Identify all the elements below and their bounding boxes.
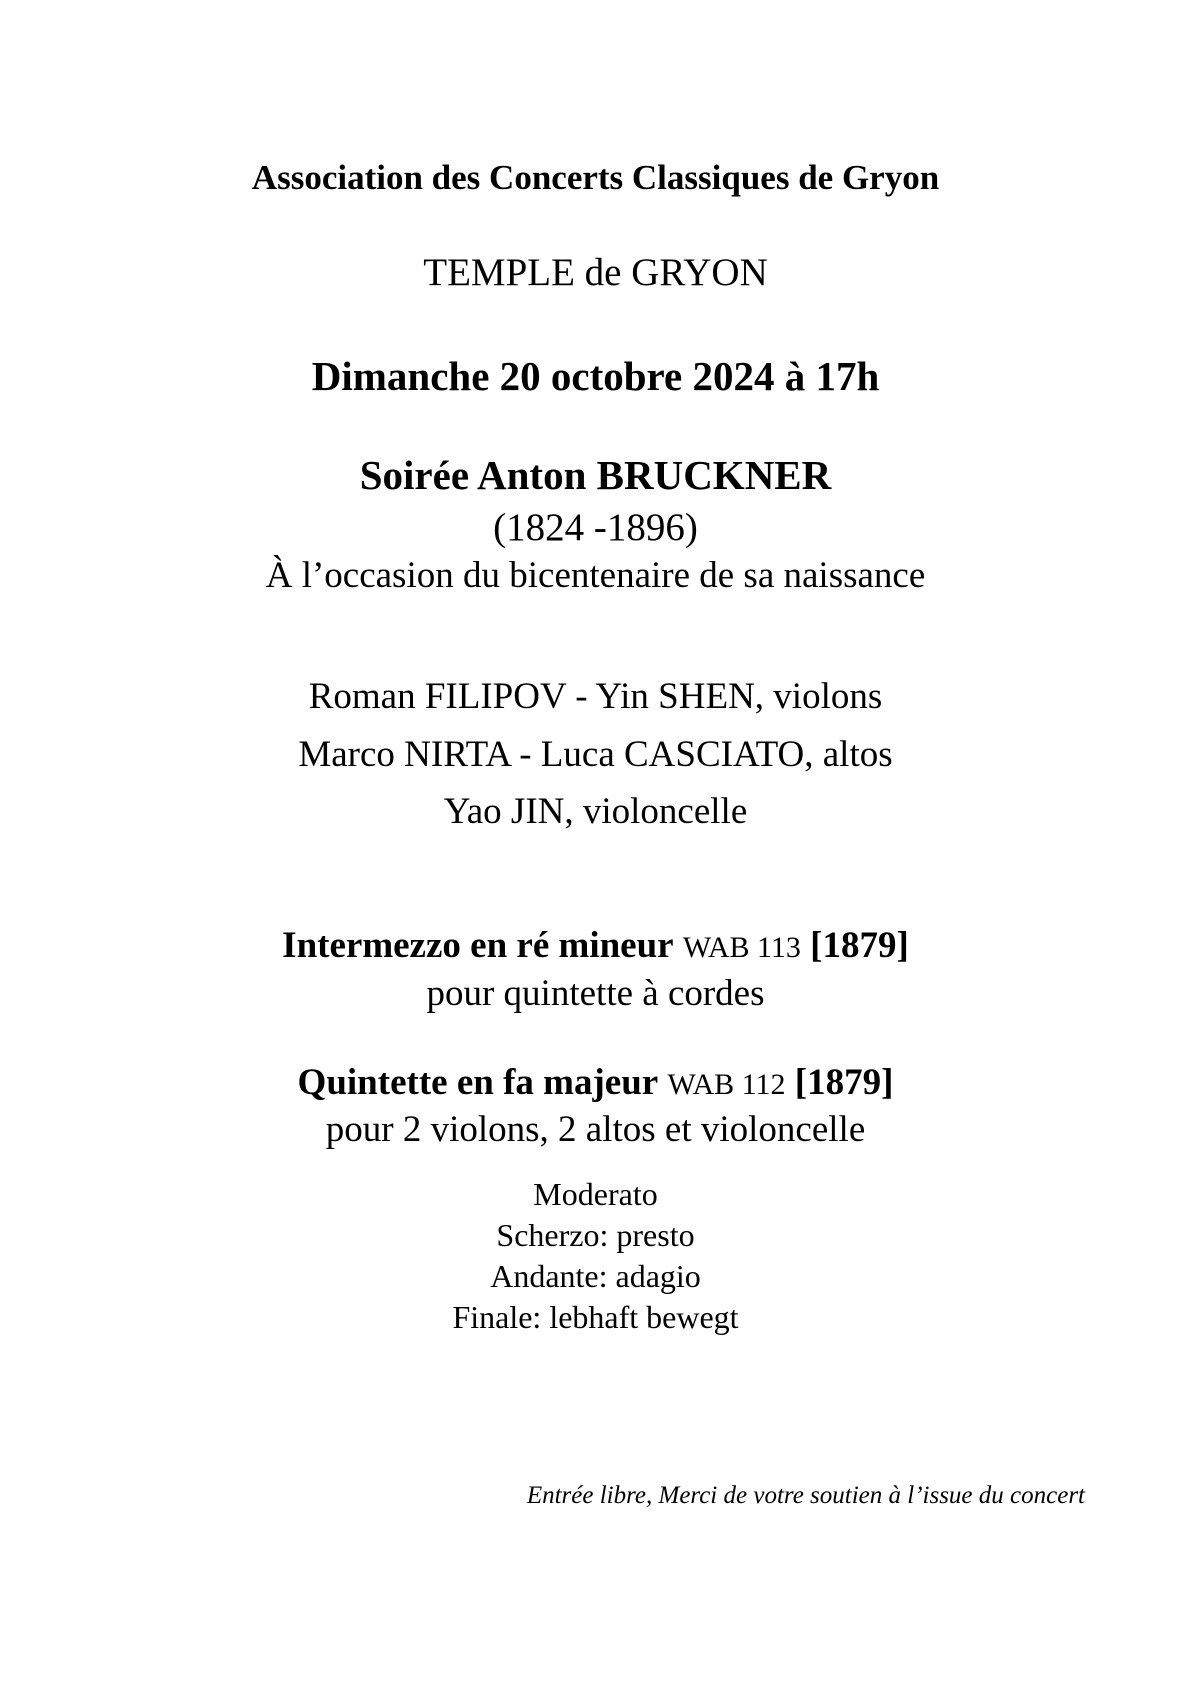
performer-altos: Marco NIRTA - Luca CASCIATO, altos xyxy=(298,734,893,775)
performer-cello: Yao JIN, violoncelle xyxy=(443,791,748,832)
program-catalog: WAB 113 xyxy=(682,931,801,964)
program-instrumentation: pour 2 violons, 2 altos et violoncelle xyxy=(325,1109,866,1150)
program-item-quintette xyxy=(0,1064,1191,1101)
program-title: Quintette en fa majeur xyxy=(297,1062,659,1103)
program-year: [1879] xyxy=(794,1062,894,1103)
program-instrumentation: pour quintette à cordes xyxy=(426,973,765,1014)
movement: Scherzo: presto xyxy=(496,1217,695,1253)
program-title: Intermezzo en ré mineur xyxy=(282,925,674,966)
program-year: [1879] xyxy=(810,925,909,966)
movement: Andante: adagio xyxy=(490,1258,701,1294)
event-date: Dimanche 20 octobre 2024 à 17h xyxy=(311,353,880,399)
composer-years: (1824 -1896) xyxy=(493,506,698,549)
occasion: À l’occasion du bicentenaire de sa naissance xyxy=(265,555,926,596)
program-catalog: WAB 112 xyxy=(667,1068,786,1101)
footer-note: Entrée libre, Merci de votre soutien à l’issue du concert xyxy=(526,1482,1085,1509)
performer-violins: Roman FILIPOV - Yin SHEN, violons xyxy=(308,676,883,717)
event-title: Soirée Anton BRUCKNER xyxy=(359,452,832,498)
program-item-intermezzo xyxy=(0,927,1191,964)
movement: Moderato xyxy=(533,1176,658,1212)
venue: TEMPLE de GRYON xyxy=(423,251,768,294)
association-name: Association des Concerts Classiques de Gryon xyxy=(251,158,940,197)
movement: Finale: lebhaft bewegt xyxy=(452,1299,739,1335)
